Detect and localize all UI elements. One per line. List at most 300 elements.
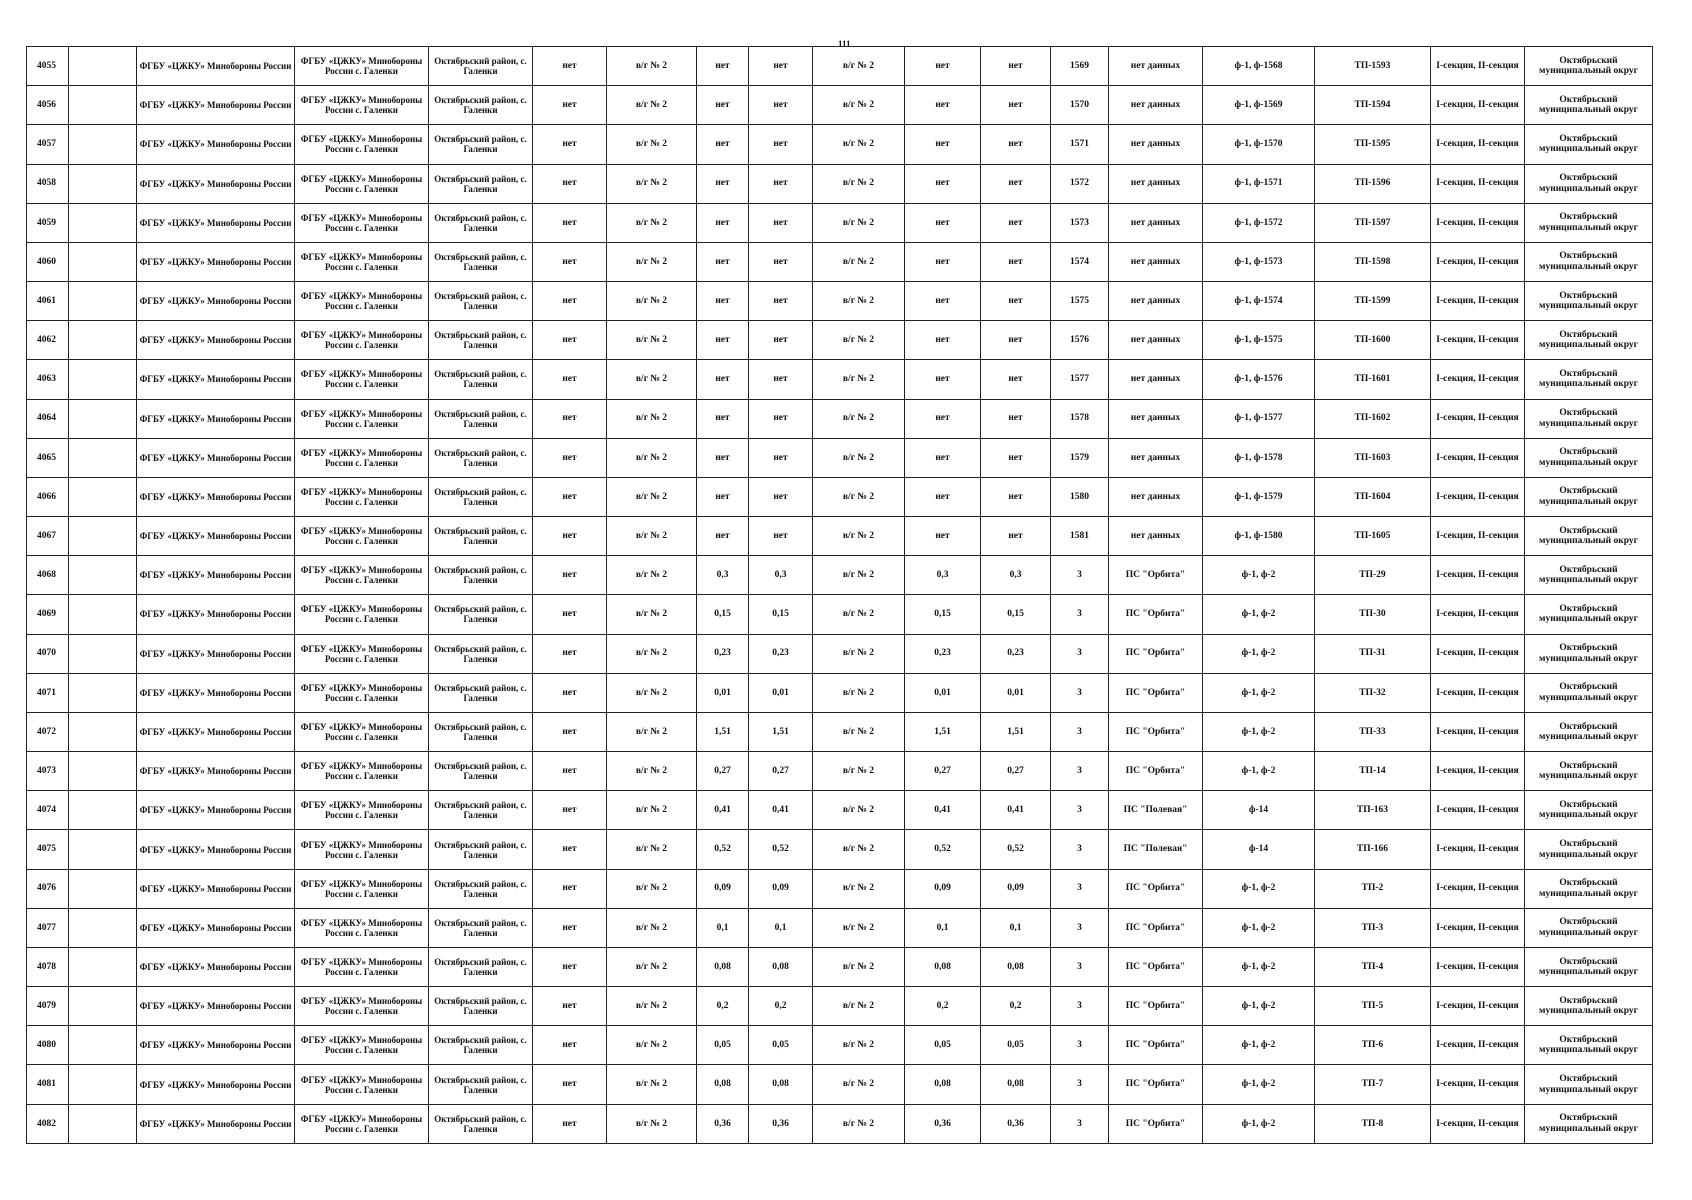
blank-cell: [69, 86, 137, 125]
blank-cell: [69, 595, 137, 634]
feeder-cell: ф-1, ф-1578: [1203, 438, 1315, 477]
military-town-cell: в/г № 2: [607, 203, 697, 242]
row-number-cell: 4071: [27, 673, 69, 712]
row-number-cell: 4061: [27, 282, 69, 321]
owner-cell: ФГБУ «ЦЖКУ» Минобороны России: [137, 321, 295, 360]
column-9-cell: нет: [905, 477, 981, 516]
column-9-cell: нет: [905, 86, 981, 125]
column-11-cell: 1572: [1051, 164, 1109, 203]
blank-cell: [69, 1104, 137, 1143]
municipal-cell: Октябрьский муниципальный округ: [1525, 595, 1653, 634]
section-cell: I-секция, II-секция: [1431, 791, 1525, 830]
military-town-cell-2: в/г № 2: [813, 1104, 905, 1143]
owner-cell: ФГБУ «ЦЖКУ» Минобороны России: [137, 673, 295, 712]
table-row: [27, 595, 1653, 634]
blank-cell: [69, 203, 137, 242]
column-6-cell: нет: [697, 321, 749, 360]
owner-cell: ФГБУ «ЦЖКУ» Минобороны России: [137, 908, 295, 947]
substation-cell: нет данных: [1109, 125, 1203, 164]
operator-cell: ФГБУ «ЦЖКУ» Минобороны России с. Галенки: [295, 517, 429, 556]
column-11-cell: 1579: [1051, 438, 1109, 477]
table-row: [27, 830, 1653, 869]
military-town-cell-2: в/г № 2: [813, 673, 905, 712]
transformer-cell: ТП-1601: [1315, 360, 1431, 399]
column-6-cell: нет: [697, 242, 749, 281]
table-body: [27, 47, 1653, 1144]
transformer-cell: ТП-32: [1315, 673, 1431, 712]
military-town-cell-2: в/г № 2: [813, 752, 905, 791]
row-number-cell: 4060: [27, 242, 69, 281]
column-4-cell: нет: [533, 947, 607, 986]
transformer-cell: ТП-6: [1315, 1026, 1431, 1065]
owner-cell: ФГБУ «ЦЖКУ» Минобороны России: [137, 634, 295, 673]
municipal-cell: Октябрьский муниципальный округ: [1525, 987, 1653, 1026]
military-town-cell-2: в/г № 2: [813, 203, 905, 242]
section-cell: I-секция, II-секция: [1431, 869, 1525, 908]
substation-cell: нет данных: [1109, 438, 1203, 477]
municipal-cell: Октябрьский муниципальный округ: [1525, 125, 1653, 164]
column-7-cell: 0,2: [749, 987, 813, 1026]
column-11-cell: 3: [1051, 1104, 1109, 1143]
row-number-cell: 4072: [27, 712, 69, 751]
column-11-cell: 1578: [1051, 399, 1109, 438]
column-6-cell: 0,3: [697, 556, 749, 595]
column-7-cell: нет: [749, 438, 813, 477]
military-town-cell: в/г № 2: [607, 1104, 697, 1143]
feeder-cell: ф-1, ф-1573: [1203, 242, 1315, 281]
municipal-cell: Октябрьский муниципальный округ: [1525, 360, 1653, 399]
column-6-cell: 0,52: [697, 830, 749, 869]
column-10-cell: 0,52: [981, 830, 1051, 869]
substation-cell: ПС "Орбита": [1109, 908, 1203, 947]
district-cell: Октябрьский район, с. Галенки: [429, 517, 533, 556]
transformer-cell: ТП-2: [1315, 869, 1431, 908]
column-11-cell: 1570: [1051, 86, 1109, 125]
substation-cell: нет данных: [1109, 242, 1203, 281]
column-7-cell: 0,52: [749, 830, 813, 869]
column-11-cell: 3: [1051, 752, 1109, 791]
column-11-cell: 3: [1051, 595, 1109, 634]
feeder-cell: ф-1, ф-1569: [1203, 86, 1315, 125]
owner-cell: ФГБУ «ЦЖКУ» Минобороны России: [137, 125, 295, 164]
column-10-cell: 0,1: [981, 908, 1051, 947]
table-row: [27, 164, 1653, 203]
row-number-cell: 4057: [27, 125, 69, 164]
section-cell: I-секция, II-секция: [1431, 830, 1525, 869]
operator-cell: ФГБУ «ЦЖКУ» Минобороны России с. Галенки: [295, 360, 429, 399]
owner-cell: ФГБУ «ЦЖКУ» Минобороны России: [137, 1065, 295, 1104]
transformer-cell: ТП-1600: [1315, 321, 1431, 360]
column-9-cell: 0,36: [905, 1104, 981, 1143]
military-town-cell: в/г № 2: [607, 321, 697, 360]
column-10-cell: нет: [981, 125, 1051, 164]
section-cell: I-секция, II-секция: [1431, 438, 1525, 477]
municipal-cell: Октябрьский муниципальный округ: [1525, 1065, 1653, 1104]
operator-cell: ФГБУ «ЦЖКУ» Минобороны России с. Галенки: [295, 1065, 429, 1104]
column-9-cell: нет: [905, 164, 981, 203]
operator-cell: ФГБУ «ЦЖКУ» Минобороны России с. Галенки: [295, 282, 429, 321]
municipal-cell: Октябрьский муниципальный округ: [1525, 712, 1653, 751]
substation-cell: ПС "Орбита": [1109, 1065, 1203, 1104]
operator-cell: ФГБУ «ЦЖКУ» Минобороны России с. Галенки: [295, 399, 429, 438]
column-11-cell: 1580: [1051, 477, 1109, 516]
substation-cell: ПС "Орбита": [1109, 947, 1203, 986]
column-4-cell: нет: [533, 282, 607, 321]
operator-cell: ФГБУ «ЦЖКУ» Минобороны России с. Галенки: [295, 634, 429, 673]
column-11-cell: 1571: [1051, 125, 1109, 164]
section-cell: I-секция, II-секция: [1431, 125, 1525, 164]
column-10-cell: 0,09: [981, 869, 1051, 908]
blank-cell: [69, 752, 137, 791]
district-cell: Октябрьский район, с. Галенки: [429, 908, 533, 947]
operator-cell: ФГБУ «ЦЖКУ» Минобороны России с. Галенки: [295, 47, 429, 86]
section-cell: I-секция, II-секция: [1431, 752, 1525, 791]
column-4-cell: нет: [533, 47, 607, 86]
column-10-cell: 0,41: [981, 791, 1051, 830]
feeder-cell: ф-1, ф-1572: [1203, 203, 1315, 242]
operator-cell: ФГБУ «ЦЖКУ» Минобороны России с. Галенки: [295, 987, 429, 1026]
feeder-cell: ф-1, ф-1574: [1203, 282, 1315, 321]
operator-cell: ФГБУ «ЦЖКУ» Минобороны России с. Галенки: [295, 1026, 429, 1065]
column-7-cell: 0,08: [749, 1065, 813, 1104]
substation-cell: ПС "Орбита": [1109, 1026, 1203, 1065]
owner-cell: ФГБУ «ЦЖКУ» Минобороны России: [137, 1026, 295, 1065]
military-town-cell-2: в/г № 2: [813, 556, 905, 595]
column-11-cell: 1573: [1051, 203, 1109, 242]
military-town-cell-2: в/г № 2: [813, 869, 905, 908]
operator-cell: ФГБУ «ЦЖКУ» Минобороны России с. Галенки: [295, 203, 429, 242]
blank-cell: [69, 517, 137, 556]
blank-cell: [69, 673, 137, 712]
operator-cell: ФГБУ «ЦЖКУ» Минобороны России с. Галенки: [295, 86, 429, 125]
column-6-cell: 0,23: [697, 634, 749, 673]
transformer-cell: ТП-163: [1315, 791, 1431, 830]
blank-cell: [69, 634, 137, 673]
column-10-cell: нет: [981, 282, 1051, 321]
column-11-cell: 3: [1051, 908, 1109, 947]
municipal-cell: Октябрьский муниципальный округ: [1525, 164, 1653, 203]
column-10-cell: нет: [981, 438, 1051, 477]
blank-cell: [69, 1065, 137, 1104]
section-cell: I-секция, II-секция: [1431, 360, 1525, 399]
table-row: [27, 752, 1653, 791]
owner-cell: ФГБУ «ЦЖКУ» Минобороны России: [137, 164, 295, 203]
operator-cell: ФГБУ «ЦЖКУ» Минобороны России с. Галенки: [295, 791, 429, 830]
transformer-cell: ТП-1596: [1315, 164, 1431, 203]
municipal-cell: Октябрьский муниципальный округ: [1525, 47, 1653, 86]
owner-cell: ФГБУ «ЦЖКУ» Минобороны России: [137, 86, 295, 125]
column-7-cell: нет: [749, 125, 813, 164]
operator-cell: ФГБУ «ЦЖКУ» Минобороны России с. Галенки: [295, 125, 429, 164]
column-11-cell: 3: [1051, 1026, 1109, 1065]
military-town-cell-2: в/г № 2: [813, 908, 905, 947]
column-9-cell: 0,09: [905, 869, 981, 908]
column-4-cell: нет: [533, 869, 607, 908]
feeder-cell: ф-1, ф-1575: [1203, 321, 1315, 360]
column-6-cell: 0,2: [697, 987, 749, 1026]
district-cell: Октябрьский район, с. Галенки: [429, 1065, 533, 1104]
military-town-cell-2: в/г № 2: [813, 164, 905, 203]
column-7-cell: нет: [749, 164, 813, 203]
column-9-cell: нет: [905, 438, 981, 477]
column-4-cell: нет: [533, 908, 607, 947]
municipal-cell: Октябрьский муниципальный округ: [1525, 947, 1653, 986]
column-9-cell: нет: [905, 47, 981, 86]
transformer-cell: ТП-14: [1315, 752, 1431, 791]
row-number-cell: 4056: [27, 86, 69, 125]
owner-cell: ФГБУ «ЦЖКУ» Минобороны России: [137, 556, 295, 595]
district-cell: Октябрьский район, с. Галенки: [429, 86, 533, 125]
section-cell: I-секция, II-секция: [1431, 987, 1525, 1026]
column-9-cell: 0,15: [905, 595, 981, 634]
column-11-cell: 3: [1051, 987, 1109, 1026]
military-town-cell: в/г № 2: [607, 164, 697, 203]
row-number-cell: 4068: [27, 556, 69, 595]
district-cell: Октябрьский район, с. Галенки: [429, 595, 533, 634]
section-cell: I-секция, II-секция: [1431, 47, 1525, 86]
transformer-cell: ТП-1594: [1315, 86, 1431, 125]
operator-cell: ФГБУ «ЦЖКУ» Минобороны России с. Галенки: [295, 830, 429, 869]
section-cell: I-секция, II-секция: [1431, 556, 1525, 595]
feeder-cell: ф-1, ф-1577: [1203, 399, 1315, 438]
blank-cell: [69, 947, 137, 986]
district-cell: Октябрьский район, с. Галенки: [429, 634, 533, 673]
military-town-cell-2: в/г № 2: [813, 987, 905, 1026]
column-9-cell: нет: [905, 517, 981, 556]
column-6-cell: 0,27: [697, 752, 749, 791]
blank-cell: [69, 125, 137, 164]
transformer-cell: ТП-30: [1315, 595, 1431, 634]
transformer-cell: ТП-1595: [1315, 125, 1431, 164]
row-number-cell: 4075: [27, 830, 69, 869]
column-7-cell: 1,51: [749, 712, 813, 751]
column-7-cell: 0,15: [749, 595, 813, 634]
column-10-cell: нет: [981, 477, 1051, 516]
row-number-cell: 4070: [27, 634, 69, 673]
blank-cell: [69, 282, 137, 321]
military-town-cell: в/г № 2: [607, 634, 697, 673]
feeder-cell: ф-1, ф-2: [1203, 908, 1315, 947]
column-10-cell: 0,23: [981, 634, 1051, 673]
feeder-cell: ф-1, ф-2: [1203, 947, 1315, 986]
section-cell: I-секция, II-секция: [1431, 477, 1525, 516]
municipal-cell: Октябрьский муниципальный округ: [1525, 399, 1653, 438]
row-number-cell: 4055: [27, 47, 69, 86]
transformer-cell: ТП-31: [1315, 634, 1431, 673]
feeder-cell: ф-1, ф-1571: [1203, 164, 1315, 203]
owner-cell: ФГБУ «ЦЖКУ» Минобороны России: [137, 438, 295, 477]
military-town-cell-2: в/г № 2: [813, 1026, 905, 1065]
row-number-cell: 4080: [27, 1026, 69, 1065]
transformer-cell: ТП-1599: [1315, 282, 1431, 321]
row-number-cell: 4076: [27, 869, 69, 908]
district-cell: Октябрьский район, с. Галенки: [429, 673, 533, 712]
military-town-cell-2: в/г № 2: [813, 47, 905, 86]
column-6-cell: 0,41: [697, 791, 749, 830]
owner-cell: ФГБУ «ЦЖКУ» Минобороны России: [137, 47, 295, 86]
owner-cell: ФГБУ «ЦЖКУ» Минобороны России: [137, 242, 295, 281]
column-9-cell: 0,52: [905, 830, 981, 869]
section-cell: I-секция, II-секция: [1431, 86, 1525, 125]
municipal-cell: Октябрьский муниципальный округ: [1525, 908, 1653, 947]
municipal-cell: Октябрьский муниципальный округ: [1525, 242, 1653, 281]
section-cell: I-секция, II-секция: [1431, 1065, 1525, 1104]
military-town-cell: в/г № 2: [607, 1026, 697, 1065]
substation-cell: нет данных: [1109, 399, 1203, 438]
column-4-cell: нет: [533, 242, 607, 281]
military-town-cell: в/г № 2: [607, 242, 697, 281]
table-row: [27, 477, 1653, 516]
military-town-cell-2: в/г № 2: [813, 947, 905, 986]
substation-cell: нет данных: [1109, 203, 1203, 242]
table-row: [27, 125, 1653, 164]
column-10-cell: 0,08: [981, 947, 1051, 986]
column-7-cell: 0,41: [749, 791, 813, 830]
operator-cell: ФГБУ «ЦЖКУ» Минобороны России с. Галенки: [295, 556, 429, 595]
table-row: [27, 282, 1653, 321]
table-row: [27, 517, 1653, 556]
column-7-cell: нет: [749, 321, 813, 360]
blank-cell: [69, 1026, 137, 1065]
military-town-cell: в/г № 2: [607, 791, 697, 830]
district-cell: Октябрьский район, с. Галенки: [429, 164, 533, 203]
military-town-cell: в/г № 2: [607, 987, 697, 1026]
transformer-cell: ТП-29: [1315, 556, 1431, 595]
table-row: [27, 203, 1653, 242]
column-7-cell: нет: [749, 477, 813, 516]
column-6-cell: нет: [697, 164, 749, 203]
transformer-cell: ТП-3: [1315, 908, 1431, 947]
operator-cell: ФГБУ «ЦЖКУ» Минобороны России с. Галенки: [295, 242, 429, 281]
section-cell: I-секция, II-секция: [1431, 399, 1525, 438]
district-cell: Октябрьский район, с. Галенки: [429, 438, 533, 477]
column-7-cell: нет: [749, 203, 813, 242]
table-row: [27, 1065, 1653, 1104]
column-6-cell: нет: [697, 86, 749, 125]
transformer-cell: ТП-1597: [1315, 203, 1431, 242]
district-cell: Октябрьский район, с. Галенки: [429, 947, 533, 986]
column-4-cell: нет: [533, 517, 607, 556]
feeder-cell: ф-1, ф-1579: [1203, 477, 1315, 516]
transformer-cell: ТП-7: [1315, 1065, 1431, 1104]
owner-cell: ФГБУ «ЦЖКУ» Минобороны России: [137, 282, 295, 321]
column-9-cell: 0,05: [905, 1026, 981, 1065]
row-number-cell: 4059: [27, 203, 69, 242]
column-10-cell: нет: [981, 203, 1051, 242]
table-row: [27, 947, 1653, 986]
transformer-cell: ТП-1605: [1315, 517, 1431, 556]
column-6-cell: 0,05: [697, 1026, 749, 1065]
column-10-cell: 0,27: [981, 752, 1051, 791]
military-town-cell-2: в/г № 2: [813, 125, 905, 164]
blank-cell: [69, 987, 137, 1026]
column-6-cell: нет: [697, 282, 749, 321]
column-11-cell: 3: [1051, 869, 1109, 908]
column-4-cell: нет: [533, 360, 607, 399]
blank-cell: [69, 47, 137, 86]
table-row: [27, 360, 1653, 399]
municipal-cell: Октябрьский муниципальный округ: [1525, 869, 1653, 908]
table-row: [27, 908, 1653, 947]
military-town-cell-2: в/г № 2: [813, 321, 905, 360]
column-7-cell: нет: [749, 517, 813, 556]
column-6-cell: нет: [697, 360, 749, 399]
row-number-cell: 4079: [27, 987, 69, 1026]
military-town-cell: в/г № 2: [607, 595, 697, 634]
row-number-cell: 4078: [27, 947, 69, 986]
district-cell: Октябрьский район, с. Галенки: [429, 242, 533, 281]
column-9-cell: нет: [905, 360, 981, 399]
military-town-cell-2: в/г № 2: [813, 595, 905, 634]
column-10-cell: 0,15: [981, 595, 1051, 634]
row-number-cell: 4066: [27, 477, 69, 516]
column-11-cell: 1581: [1051, 517, 1109, 556]
military-town-cell: в/г № 2: [607, 869, 697, 908]
column-4-cell: нет: [533, 164, 607, 203]
feeder-cell: ф-1, ф-2: [1203, 556, 1315, 595]
district-cell: Октябрьский район, с. Галенки: [429, 477, 533, 516]
transformer-cell: ТП-1604: [1315, 477, 1431, 516]
section-cell: I-секция, II-секция: [1431, 242, 1525, 281]
owner-cell: ФГБУ «ЦЖКУ» Минобороны России: [137, 752, 295, 791]
substation-cell: нет данных: [1109, 517, 1203, 556]
owner-cell: ФГБУ «ЦЖКУ» Минобороны России: [137, 869, 295, 908]
column-6-cell: нет: [697, 47, 749, 86]
column-6-cell: 0,01: [697, 673, 749, 712]
column-9-cell: 0,1: [905, 908, 981, 947]
column-7-cell: нет: [749, 360, 813, 399]
owner-cell: ФГБУ «ЦЖКУ» Минобороны России: [137, 987, 295, 1026]
substation-cell: ПС "Орбита": [1109, 556, 1203, 595]
operator-cell: ФГБУ «ЦЖКУ» Минобороны России с. Галенки: [295, 752, 429, 791]
column-6-cell: нет: [697, 399, 749, 438]
district-cell: Октябрьский район, с. Галенки: [429, 712, 533, 751]
blank-cell: [69, 908, 137, 947]
district-cell: Октябрьский район, с. Галенки: [429, 869, 533, 908]
table-row: [27, 86, 1653, 125]
column-7-cell: нет: [749, 242, 813, 281]
military-town-cell: в/г № 2: [607, 556, 697, 595]
column-7-cell: 0,27: [749, 752, 813, 791]
column-9-cell: 0,27: [905, 752, 981, 791]
column-10-cell: нет: [981, 360, 1051, 399]
operator-cell: ФГБУ «ЦЖКУ» Минобороны России с. Галенки: [295, 712, 429, 751]
military-town-cell: в/г № 2: [607, 517, 697, 556]
column-7-cell: 0,23: [749, 634, 813, 673]
feeder-cell: ф-1, ф-2: [1203, 869, 1315, 908]
district-cell: Октябрьский район, с. Галенки: [429, 282, 533, 321]
row-number-cell: 4062: [27, 321, 69, 360]
column-4-cell: нет: [533, 1026, 607, 1065]
military-town-cell-2: в/г № 2: [813, 282, 905, 321]
substation-cell: нет данных: [1109, 164, 1203, 203]
column-4-cell: нет: [533, 712, 607, 751]
municipal-cell: Октябрьский муниципальный округ: [1525, 203, 1653, 242]
owner-cell: ФГБУ «ЦЖКУ» Минобороны России: [137, 399, 295, 438]
feeder-cell: ф-1, ф-2: [1203, 634, 1315, 673]
column-4-cell: нет: [533, 634, 607, 673]
feeder-cell: ф-1, ф-1568: [1203, 47, 1315, 86]
substation-cell: ПС "Полевая": [1109, 830, 1203, 869]
column-6-cell: 0,09: [697, 869, 749, 908]
owner-cell: ФГБУ «ЦЖКУ» Минобороны России: [137, 203, 295, 242]
owner-cell: ФГБУ «ЦЖКУ» Минобороны России: [137, 947, 295, 986]
column-7-cell: 0,08: [749, 947, 813, 986]
district-cell: Октябрьский район, с. Галенки: [429, 987, 533, 1026]
column-7-cell: 0,1: [749, 908, 813, 947]
feeder-cell: ф-1, ф-2: [1203, 1065, 1315, 1104]
table-row: [27, 1026, 1653, 1065]
